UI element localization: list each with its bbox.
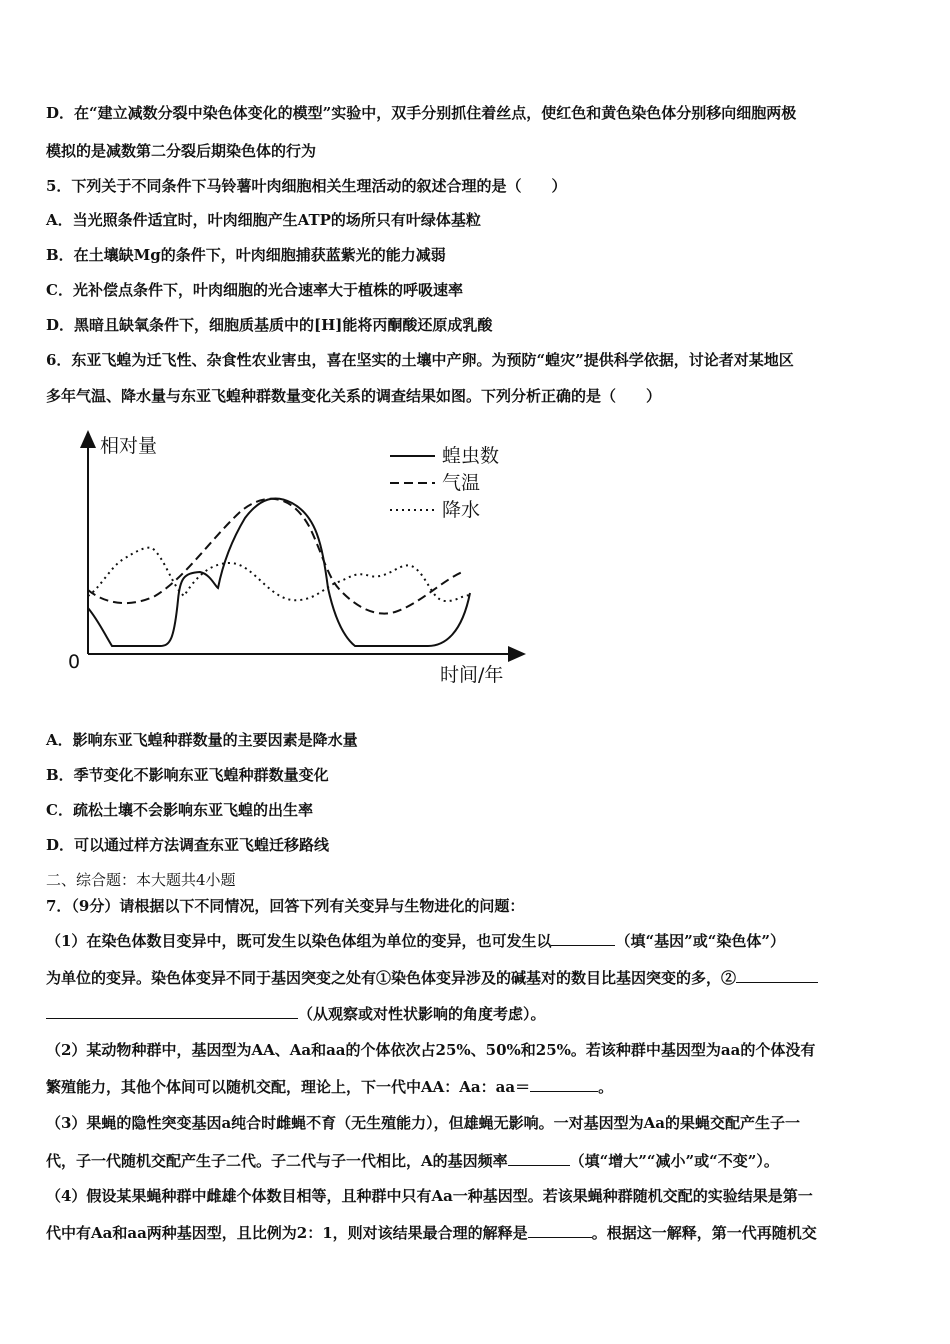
q7-part1-text-d: （从观察或对性状影响的角度考虑）。 xyxy=(298,1005,546,1023)
legend-label-locust: 蝗虫数 xyxy=(442,445,500,467)
q7-part4-line2 xyxy=(46,1222,817,1243)
q7-part1-text-a: （1）在染色体数目变异中，既可发生以染色体组为单位的变异，也可发生以 xyxy=(46,932,552,950)
q6-stem-line2: 多年气温、降水量与东亚飞蝗种群数量变化关系的调查结果如图。下列分析正确的是（ ） xyxy=(46,387,662,405)
q5-stem: 5．下列关于不同条件下马铃薯叶肉细胞相关生理活动的叙述合理的是（ ） xyxy=(46,177,567,195)
q7-part4-line1: （4）假设某果蝇种群中雌雄个体数目相等，且种群中只有Aa一种基因型。若该果蝇种群随机交配的实验结果是第一 xyxy=(46,1187,813,1205)
q7-part3-line2 xyxy=(46,1150,779,1171)
q7-part1-line3 xyxy=(46,1003,546,1024)
legend-label-temperature: 气温 xyxy=(442,472,481,494)
q7-part3-line1: （3）果蝇的隐性突变基因a纯合时雌蝇不育（无生殖能力），但雄蝇无影响。一对基因型为Aa的果蝇交配产生子一 xyxy=(46,1114,801,1132)
q7-part1-text-b: （填“基因”或“染色体”） xyxy=(615,932,785,950)
y-axis-label: 相对量 xyxy=(100,435,158,457)
q6-option-c: C．疏松土壤不会影响东亚飞蝗的出生率 xyxy=(46,801,313,819)
q7-part4-text-b: 代中有Aa和aa两种基因型，且比例为2：1，则对该结果最合理的解释是 xyxy=(46,1224,528,1242)
series-line-temperature xyxy=(88,499,465,614)
q7-part2-text-b: 繁殖能力，其他个体间可以随机交配，理论上，下一代中AA：Aa：aa＝ xyxy=(46,1078,531,1096)
series-line-precipitation xyxy=(88,548,470,601)
q7-part1-line1 xyxy=(46,930,785,951)
q7-part3-text-b: 代，子一代随机交配产生子二代。子二代与子一代相比，A的基因频率 xyxy=(46,1152,508,1170)
q6-option-a: A．影响东亚飞蝗种群数量的主要因素是降水量 xyxy=(46,731,358,749)
answer-blank[interactable] xyxy=(736,967,818,983)
q7-part2-line2 xyxy=(46,1076,613,1097)
q6-option-d: D．可以通过样方法调查东亚飞蝗迁移路线 xyxy=(46,836,330,854)
answer-blank[interactable] xyxy=(528,1222,592,1238)
origin-label: 0 xyxy=(68,651,81,673)
answer-blank[interactable] xyxy=(46,1003,298,1019)
q7-part3-text-c: （填“增大”“减小”或“不变”）。 xyxy=(569,1152,779,1170)
q7-stem: 7．（9分）请根据以下不同情况，回答下列有关变异与生物进化的问题： xyxy=(46,897,525,915)
answer-blank[interactable] xyxy=(551,930,615,946)
q6-stem-line1: 6．东亚飞蝗为迁飞性、杂食性农业害虫，喜在坚实的土壤中产卵。为预防“蝗灾”提供科学依据，讨论者对某地区 xyxy=(46,351,794,369)
q7-part4-text-c: 。根据这一解释，第一代再随机交 xyxy=(591,1224,817,1242)
x-axis-label: 时间/年 xyxy=(440,664,504,686)
q5-option-c: C．光补偿点条件下，叶肉细胞的光合速率大于植株的呼吸速率 xyxy=(46,281,463,299)
q7-part1-text-c: 为单位的变异。染色体变异不同于基因突变之处有①染色体变异涉及的碱基对的数目比基因突变的多，② xyxy=(46,969,737,987)
q7-part2-line1: （2）某动物种群中，基因型为AA、Aa和aa的个体依次占25%、50%和25%。若该种群中基因型为aa的个体没有 xyxy=(46,1041,816,1059)
q4-option-d-line1: D．在“建立减数分裂中染色体变化的模型”实验中，双手分别抓住着丝点，使红色和黄色染色体分别移向细胞两极 xyxy=(46,104,797,122)
q5-option-b: B．在土壤缺Mg的条件下，叶肉细胞捕获蓝紫光的能力减弱 xyxy=(46,246,446,264)
population-chart xyxy=(60,428,530,693)
section-heading: 二、综合题：本大题共4小题 xyxy=(46,871,236,889)
q7-part2-text-c: 。 xyxy=(598,1078,614,1096)
legend-label-precipitation: 降水 xyxy=(442,499,481,521)
q5-option-a: A．当光照条件适宜时，叶肉细胞产生ATP的场所只有叶绿体基粒 xyxy=(46,211,481,229)
q4-option-d-line2: 模拟的是减数第二分裂后期染色体的行为 xyxy=(46,142,317,160)
q7-part1-line2 xyxy=(46,967,818,988)
q6-option-b: B．季节变化不影响东亚飞蝗种群数量变化 xyxy=(46,766,329,784)
series-line-locust xyxy=(88,498,470,646)
q5-option-d: D．黑暗且缺氧条件下，细胞质基质中的[H]能将丙酮酸还原成乳酸 xyxy=(46,316,493,334)
answer-blank[interactable] xyxy=(530,1076,598,1092)
answer-blank[interactable] xyxy=(508,1150,570,1166)
